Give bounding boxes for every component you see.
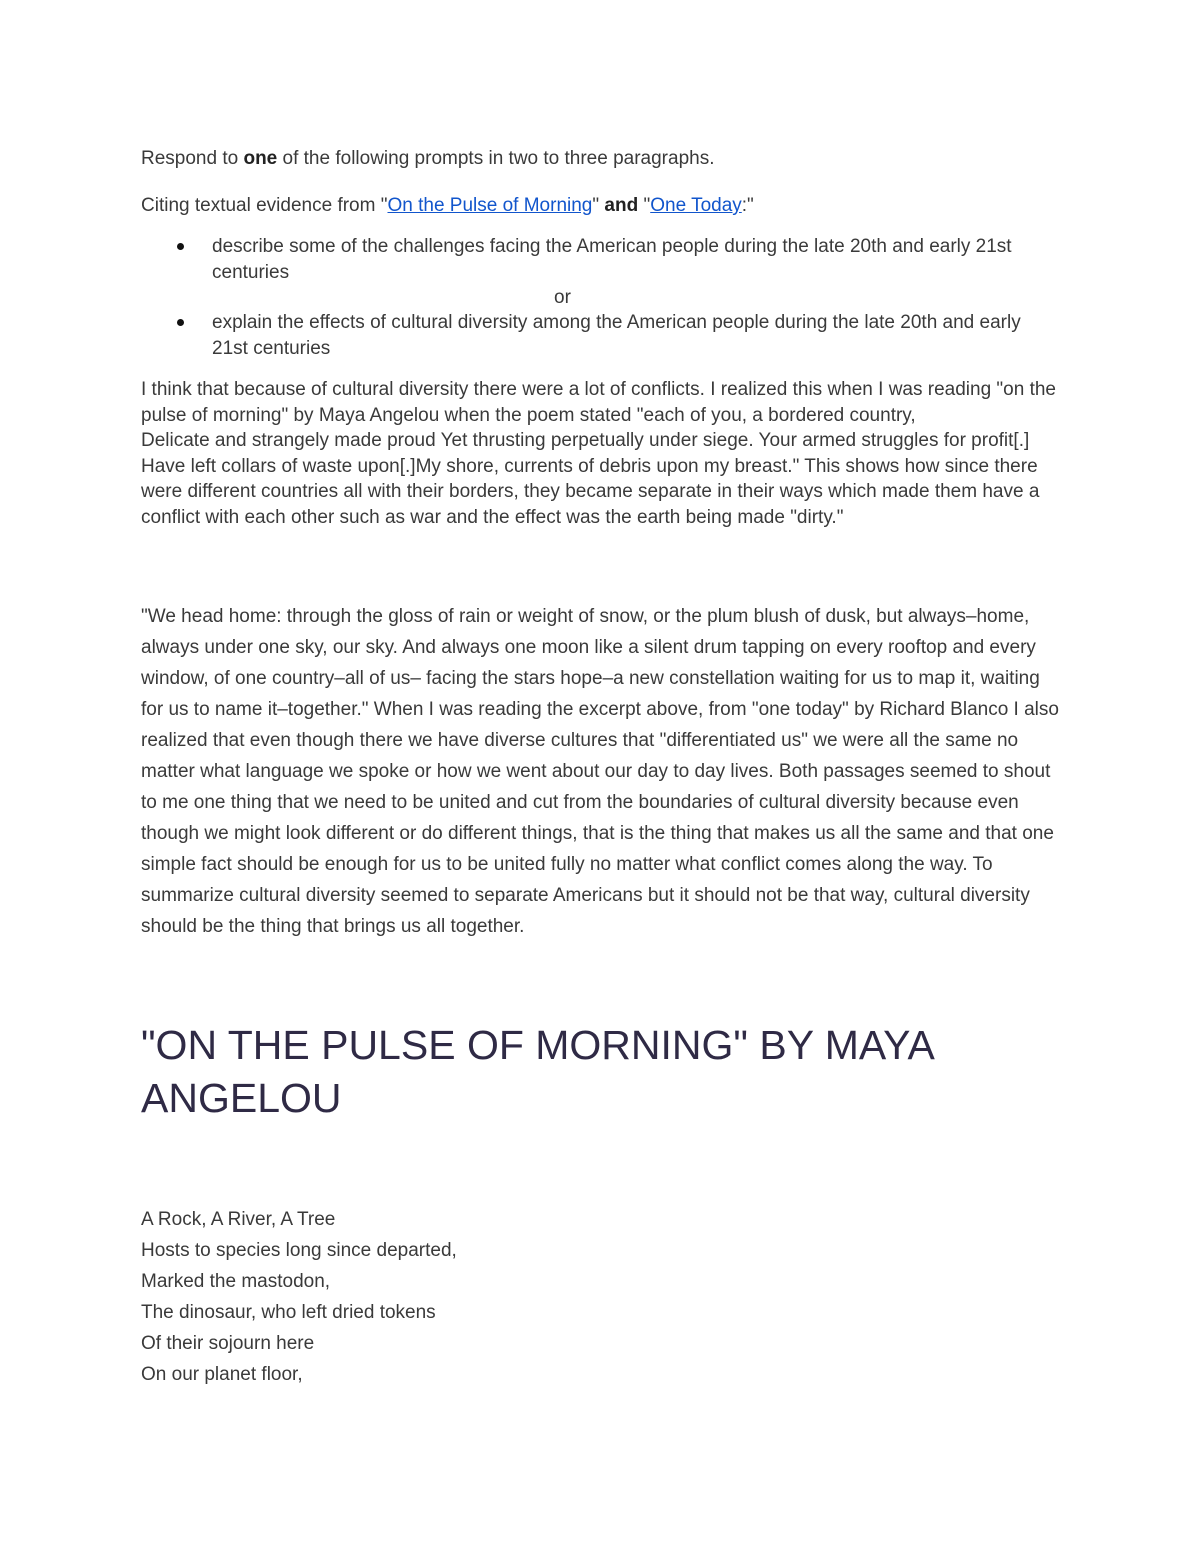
- citing-text-before: Citing textual evidence from ": [141, 195, 388, 216]
- intro-text-before: Respond to: [141, 148, 244, 169]
- poem-heading: "ON THE PULSE OF MORNING" BY MAYA ANGELOU: [141, 1022, 933, 1121]
- prompt-or-separator: or: [554, 287, 571, 308]
- citing-bold-and: and: [604, 195, 639, 216]
- poem-line: Hosts to species long since departed,: [141, 1240, 457, 1261]
- prompt-list-second: [141, 310, 1061, 361]
- bullet-icon: [177, 243, 184, 250]
- response-paragraph-1-part-a: I think that because of cultural diversity there were a lot of conflicts. I realized this when I was reading "on the pulse of morning" by Maya Angelou when the poem stated "each of you, a bordered country,: [141, 379, 1056, 426]
- response-paragraph-1-part-b: Delicate and strangely made proud Yet thrusting perpetually under siege. Your armed struggles for profit[.] Have left collars of waste upon[.]My shore, currents of debris upon my breast." This shows how since there were different countries all with their borders, they became separate in their ways which made them have a conflict with each other such as war and the effect was the earth being made "dirty.": [141, 430, 1040, 528]
- poem-line: A Rock, A River, A Tree: [141, 1209, 336, 1230]
- poem-line: On our planet floor,: [141, 1364, 303, 1385]
- bullet-icon: [177, 319, 184, 326]
- intro-bold-word: one: [243, 148, 278, 169]
- prompt-item-diversity: [141, 310, 1052, 361]
- intro-text-after: of the following prompts in two to three paragraphs.: [277, 148, 715, 169]
- poem-line: Marked the mastodon,: [141, 1271, 331, 1292]
- prompt-item-text: describe some of the challenges facing the American people during the late 20th and early 21st centuries: [212, 236, 1012, 283]
- prompt-item-text: explain the effects of cultural diversity among the American people during the late 20th and early 21st centuries: [212, 312, 1021, 359]
- link-one-today[interactable]: One Today: [650, 195, 742, 216]
- citing-text-mid: ": [592, 195, 605, 216]
- poem-line: The dinosaur, who left dried tokens: [141, 1302, 436, 1323]
- response-paragraph-2: "We head home: through the gloss of rain or weight of snow, or the plum blush of dusk, but always–home, always under one sky, our sky. And always one moon like a silent drum tapping on every rooftop and every window, of one country–all of us– facing the stars hope–a new constellation waiting for us to map it, waiting for us to name it–together." When I was reading the excerpt above, from "one today" by Richard Blanco I also realized that even though there we have diverse cultures that "differentiated us" we were all the same no matter what language we spoke or how we went about our day to day lives. Both passages seemed to shout to me one thing that we need to be united and cut from the boundaries of cultural diversity because even though we might look different or do different things, that is the thing that makes us all the same and that one simple fact should be enough for us to be united fully no matter what conflict comes along the way. To summarize cultural diversity seemed to separate Americans but it should not be that way, cultural diversity should be the thing that brings us all together.: [141, 606, 1059, 937]
- citing-instruction: [141, 193, 754, 219]
- intro-instruction: [141, 146, 715, 172]
- response-paragraph-1: [141, 377, 1056, 530]
- prompt-item-challenges: [141, 234, 1052, 285]
- citing-text-mid2: ": [638, 195, 651, 216]
- citing-text-after: :": [741, 195, 754, 216]
- poem-lines: [141, 1204, 457, 1390]
- prompt-list: [141, 234, 1061, 285]
- link-on-the-pulse-of-morning[interactable]: On the Pulse of Morning: [387, 195, 593, 216]
- poem-line: Of their sojourn here: [141, 1333, 315, 1354]
